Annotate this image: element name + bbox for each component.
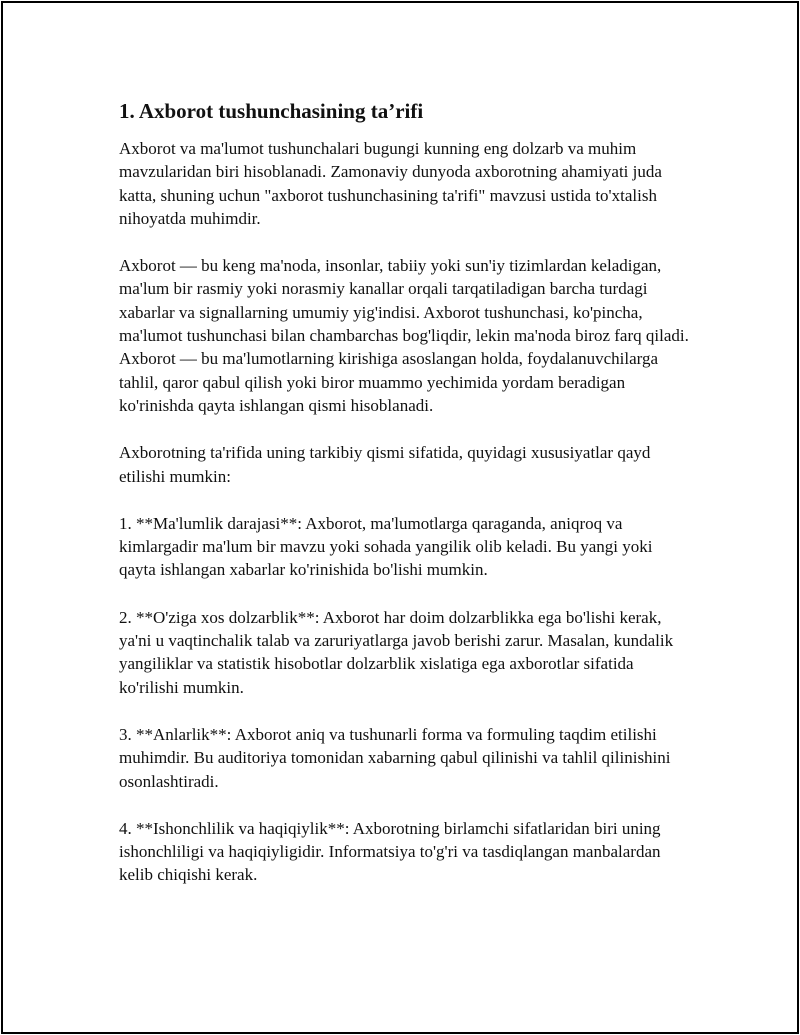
- document-title: 1. Axborot tushunchasining ta’rifi: [119, 99, 424, 123]
- paragraph-definition: Axborot — bu keng ma'noda, insonlar, tabiiy yoki sun'iy tizimlardan keladigan, ma'lum bir rasmiy yoki norasmiy kanallar orqali tarqatiladigan barcha turdagi xabarlar va signallarning umumiy yig'indisi. Axborot tushunchasi, ko'pincha, ma'lumot tushunchasi bilan chambarchas bog'liqdir, lekin ma'noda biroz farq qiladi. Axborot — bu ma'lumotlarning kirishiga asoslangan holda, foydalanuvchilarga tahlil, qaror qabul qilish yoki biror muammo yechimida yordam beradigan ko'rinishda qayta ishlangan qismi hisoblanadi.: [119, 256, 689, 415]
- document-body: [119, 97, 689, 911]
- list-item-3: 3. **Anlarlik**: Axborot aniq va tushunarli forma va formuling taqdim etilishi muhimdir. Bu auditoriya tomonidan xabarning qabul qilinishi va tahlil qilinishini osonlashtiradi.: [119, 724, 671, 791]
- list-item-2: 2. **O'ziga xos dolzarblik**: Axborot har doim dolzarblikka ega bo'lishi kerak, ya'ni u vaqtinchalik talab va zaruriyatlarga javob berishi zarur. Masalan, kundalik yangiliklar va statistik hisobotlar dolzarblik xislatiga ega axborotlar sifatida ko'rilishi mumkin.: [119, 607, 674, 697]
- page-frame: [1, 1, 799, 1034]
- paragraph-properties-intro: Axborotning ta'rifida uning tarkibiy qismi sifatida, quyidagi xususiyatlar qayd etilishi mumkin:: [119, 443, 651, 486]
- list-item-1: 1. **Ma'lumlik darajasi**: Axborot, ma'lumotlarga qaraganda, aniqroq va kimlargadir ma'lum bir mavzu yoki sohada yangilik olib keladi. Bu yangi yoki qayta ishlangan xabarlar ko'rinishida bo'lishi mumkin.: [119, 513, 653, 580]
- list-item-4: 4. **Ishonchlilik va haqiqiylik**: Axborotning birlamchi sifatlaridan biri uning ishonchliligi va haqiqiyligidir. Informatsiya to'g'ri va tasdiqlangan manbalardan kelib chiqishi kerak.: [119, 818, 661, 885]
- paragraph-intro: Axborot va ma'lumot tushunchalari bugungi kunning eng dolzarb va muhim mavzularidan biri hisoblanadi. Zamonaviy dunyoda axborotning ahamiyati juda katta, shuning uchun "axborot tushunchasining ta'rifi" mavzusi ustida to'xtalish nihoyatda muhimdir.: [119, 139, 662, 228]
